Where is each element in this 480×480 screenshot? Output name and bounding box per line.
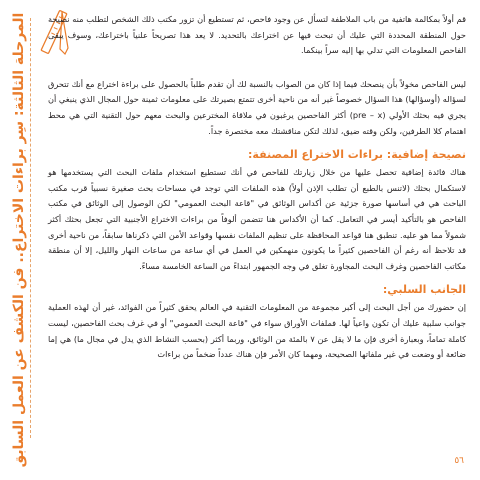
chapter-side-band <box>4 0 30 480</box>
paragraph-intro: قم أولاً بمكالمة هاتفية من باب الملاطفة لتسأل عن وجود فاحص، ثم تستطيع أن تزور مكتب ذلك الشخص لتطلب منه نصيحة حول المنطقة المحددة التي عليك أن تبحث فيها عن اختراعك بالتحديد. لا يعد هذا تصريحاً علنياً باختراعك، وسوف يبقى الفاحص المعلومات التي تدلي بها إليه سراً بينكما. <box>48 14 466 56</box>
heading-negative-side: الجانب السلبي: <box>382 283 466 297</box>
paragraph-negative-side: إن حضورك من أجل البحث إلى أكبر مجموعة من المعلومات التقنية في العالم يحقق كثيراً من الفوائد، غير أن لهذه العملية جوانب سلبية عليك أن تكون واعياً لها. فملفات الأوراق سواء في "قاعة البحث العمومي" أو في غرف بحث الفاحصين، ليست كاملة تماماً، وبعبارة أخرى فإن ما لا يقل عن ٧ بالمئة من الوثائق، وربما أكثر (بحسب النشاط الذي يدل في مجال ما) هي إما ضائعة أو وضعت في غير ملفاتها الصحيحة، ومهما كان الأمر فإن هناك عدداً ضخماً من براءات <box>48 302 467 360</box>
side-divider <box>30 18 31 438</box>
paragraph-classified-patents: هناك فائدة إضافية تحصل عليها من خلال زيارتك للفاحص في أنك تستطيع استخدام ملفات البحث التي يستخدمها هو لاستكمال بحثك (لاتنس بالطبع أن تطلب الإذن أولاً) هذه الملفات التي توجد في مساحات بحث صغيرة نسبياً قرب مكتب الباحث هي في أساسها صورة جزئية عن أكداس الوثائق في "قاعة البحث العمومي" لكن الوصول إلى الوثائق في مكتب الفاحص هو بالتأكيد أيسر في التعامل. كما أن الأكداس هنا تتضمن ألوفاً من براءات الاختراع الأجنبية التي تجعل بحثك أكثر شمولاً مما هو عليه. تنطبق هنا قواعد المحافظة على تنظيم الملفات نفسها وقواعد الأمن التي ذكرناها سابقاً، من ناحية أخرى قد تلاحظ أنه رغم أن الفاحصين كثيراً ما يكونون منهمكين في العمل في أي ساعة من ساعات النهار والليل، إلا أن منطقة مكاتب الفاحصين وغرف البحث المجاورة تغلق في وجه الجمهور ابتداءً من الساعة الخامسة مساءً. <box>48 167 466 271</box>
page-number: ٥٦ <box>454 456 464 466</box>
paragraph-examiner-advice: ليس الفاحص مخولاً بأن ينصحك فيما إذا كان من الصواب بالنسبة لك أن تقدم طلباً بالحصول على براءة اختراع مع أنك تتحرق لسؤاله (أوسؤالها) هذا السؤال خصوصاً غير أنه من ناحية أخرى تتمتع بصيرتك على معلومات ثمينة حول المجال الذي ينبغي أن يجري فيه بحثك الأولي (pre – x) أكثر الفاحصين يرغبون في ملاقاة المخترعين والبحث معهم حول التقنية التي هي محط اهتمام كلا الطرفين، ولكن وقته ضيق، لذلك لتكن مناقشتك معه مختصرة جداً. <box>48 78 466 136</box>
heading-extra-tip: نصيحة إضافية: براءات الاختراع المصنفة: <box>248 148 466 162</box>
page-body <box>48 12 466 363</box>
chapter-side-title: المرحلة الثالثة: سِر براءات الاختراع.. فن الكشف عن العمل السابق <box>11 12 27 468</box>
